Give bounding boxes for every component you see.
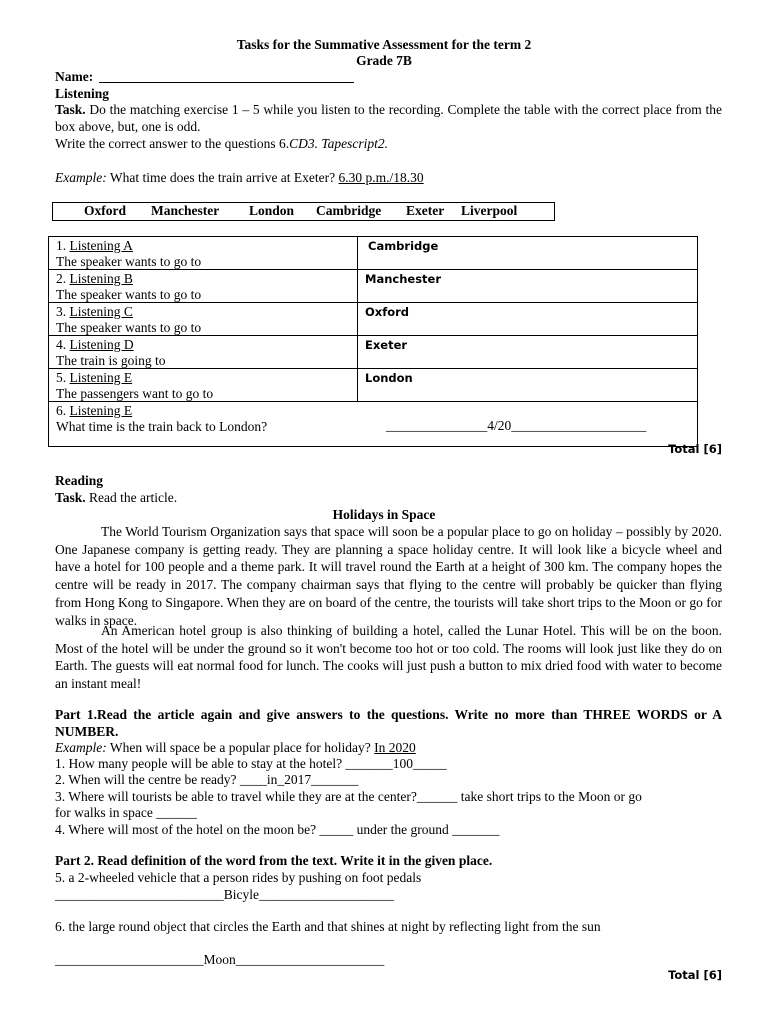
article-paragraph-1: The World Tourism Organization says that space will soon be a popular place to go on holiday – possibly by 2020. One Japanese company is getting ready. They are planning a space holiday centre. It will look like a bicycle wheel and have a hotel for 100 people and a theme park. It will travel round the Earth at a height of 300 km. The company hopes the centre will be ready in 2017. The company chairman says that flying to the centre will probably be quicker than flying from Hong Kong to Singapore. When they are on board of the centre, the tourists will take short trips to the Moon or go for walks in space. [55, 524, 722, 628]
instruction-text: Write the correct answer to the questions 6. [55, 136, 290, 151]
question-6: 6. the large round object that circles the Earth and that shines at night by reflecting light from the sun [55, 919, 601, 934]
row-label: Listening E [69, 370, 133, 385]
row-number: 4. [56, 337, 67, 352]
listening-table [48, 236, 698, 447]
question-6-answer[interactable]: ______________________Moon______________________ [55, 952, 385, 967]
listening-task [55, 102, 722, 135]
row-number: 5. [56, 370, 67, 385]
task-label: Task. [55, 490, 86, 505]
row-number: 3. [56, 304, 67, 319]
article-paragraph-2: An American hotel group is also thinking of building a hotel, called the Lunar Hotel. This will be on the boon. Most of the hotel will be under the ground so it won't become too hot or too cold. The rooms will look just like they do on Earth. The guests will eat normal food for lunch. The cooks will just push a button to mix dried food with water to become an instant meal! [55, 623, 722, 692]
table-row [49, 303, 698, 336]
example-question: When will space be a popular place for holiday? [109, 740, 371, 755]
answer-cell[interactable]: Cambridge [358, 237, 698, 270]
task-label: Task. [55, 102, 86, 117]
place-exeter: Exeter [406, 203, 445, 218]
example-label: Example: [55, 170, 107, 185]
question-cell [49, 237, 358, 270]
place-manchester: Manchester [151, 203, 220, 218]
part1-heading: Part 1.Read the article again and give answers to the questions. Write no more than THREE WORDS or A NUMBER. [55, 707, 722, 739]
answer-cell[interactable]: Exeter [358, 336, 698, 369]
task-text: Do the matching exercise 1 – 5 while you listen to the recording. Complete the table with the correct place from the box above, but, one is odd. [55, 102, 723, 134]
answer-cell[interactable]: London [358, 369, 698, 402]
question-5: 5. a 2-wheeled vehicle that a person rides by pushing on foot pedals [55, 870, 422, 885]
place-cambridge: Cambridge [316, 203, 382, 218]
row-label: Listening D [69, 337, 134, 352]
row-prompt: The speaker wants to go to [56, 286, 202, 302]
example-question: What time does the train arrive at Exeter? [109, 170, 336, 185]
question-cell [49, 369, 358, 402]
row-prompt: The speaker wants to go to [56, 319, 202, 335]
table-row [49, 270, 698, 303]
places-box [52, 202, 555, 221]
row-number: 2. [56, 271, 67, 286]
answer-cell[interactable]: Oxford [358, 303, 698, 336]
table-row [49, 237, 698, 270]
listening-instruction [55, 136, 388, 152]
question-3-continued[interactable]: for walks in space ______ [55, 805, 197, 820]
row-number: 1. [56, 238, 67, 253]
listening-heading: Listening [55, 86, 110, 101]
question-cell [49, 303, 358, 336]
row-label: Listening C [69, 304, 133, 319]
answer-cell[interactable]: Manchester [358, 270, 698, 303]
reading-task [55, 490, 177, 506]
time-answer-field[interactable]: _______________4/20____________________ [386, 418, 647, 433]
question-3[interactable]: 3. Where will tourists be able to travel while they are at the center?______ take short trips to the Moon or go [55, 789, 642, 804]
place-liverpool: Liverpool [461, 203, 518, 218]
row-question: What time is the train back to London? [56, 418, 268, 434]
example-answer: 6.30 p.m./18.30 [338, 170, 424, 185]
question-cell [49, 336, 358, 369]
example-label: Example: [55, 740, 107, 755]
row-number: 6. [56, 403, 67, 418]
reading-total: Total [6] [668, 968, 722, 982]
row-prompt: The train is going to [56, 352, 166, 368]
row-label: Listening A [69, 238, 133, 253]
question-2[interactable]: 2. When will the centre be ready? ____in_2017_______ [55, 772, 359, 787]
question-cell [49, 402, 698, 447]
document-title: Tasks for the Summative Assessment for the term 2 [236, 37, 532, 52]
question-cell [49, 270, 358, 303]
table-row [49, 336, 698, 369]
place-oxford: Oxford [84, 203, 126, 218]
row-prompt: The passengers want to go to [56, 385, 214, 401]
question-4[interactable]: 4. Where will most of the hotel on the moon be? _____ under the ground _______ [55, 822, 500, 837]
row-label: Listening E [69, 403, 133, 418]
table-row [49, 369, 698, 402]
name-label: Name: [55, 69, 94, 84]
article-title: Holidays in Space [332, 507, 436, 522]
place-london: London [249, 203, 295, 218]
instruction-italic: CD3. Tapescript2. [289, 136, 389, 151]
part2-heading: Part 2. Read definition of the word from the text. Write it in the given place. [55, 853, 493, 868]
row-prompt: The speaker wants to go to [56, 253, 202, 269]
part1-example [55, 740, 416, 756]
task-text: Read the article. [89, 490, 178, 505]
table-row [49, 402, 698, 447]
reading-heading: Reading [55, 473, 104, 488]
grade-label: Grade 7B [356, 53, 412, 68]
example-answer: In 2020 [374, 740, 416, 755]
question-1[interactable]: 1. How many people will be able to stay at the hotel? _______100_____ [55, 756, 447, 771]
question-5-answer[interactable]: _________________________Bicyle____________________ [55, 887, 394, 902]
row-label: Listening B [69, 271, 133, 286]
listening-example [55, 170, 424, 186]
name-field[interactable] [99, 82, 354, 83]
listening-total: Total [6] [668, 442, 722, 456]
